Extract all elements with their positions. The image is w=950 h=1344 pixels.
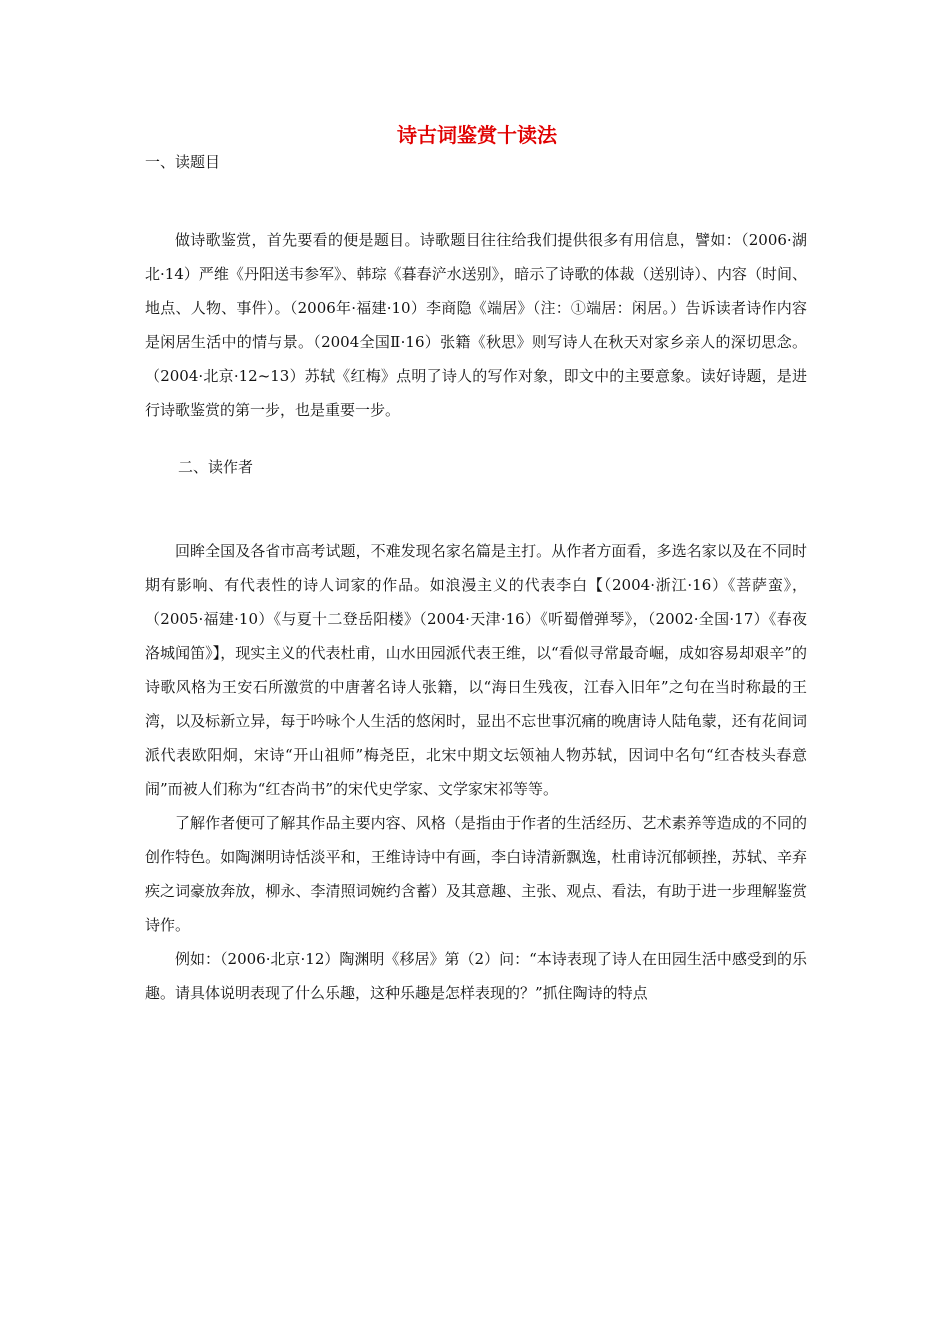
paragraph: 回眸全国及各省市高考试题，不难发现名家名篇是主打。从作者方面看，多选名家以及在不同时期有影响、有代表性的诗人词家的作品。如浪漫主义的代表李白【（2004·浙江·16）《菩萨蛮》，（2005·福建·10）《与夏十二登岳阳楼》（2004·天津·16）《听蜀僧弹琴》，（2002·全国·17）《春夜洛城闻笛》】，现实主义的代表杜甫，山水田园派代表王维，以“看似寻常最奇崛，成如容易却艰辛”的诗歌风格为王安石所激赏的中唐著名诗人张籍，以“海日生残夜，江春入旧年”之句在当时称最的王湾，以及标新立异，每于吟咏个人生活的悠闲时，显出不忘世事沉痛的晚唐诗人陆龟蒙，还有花间词派代表欧阳炯，宋诗“开山祖师”梅尧臣，北宋中期文坛领袖人物苏轼，因词中名句“红杏枝头春意闹”而被人们称为“红杏尚书”的宋代史学家、文学家宋祁等等。 (145, 542, 807, 798)
paragraph: 了解作者便可了解其作品主要内容、风格（是指由于作者的生活经历、艺术素养等造成的不同的创作特色。如陶渊明诗恬淡平和，王维诗诗中有画，李白诗清新飘逸，杜甫诗沉郁顿挫，苏轼、辛弃疾之词豪放奔放，柳永、李清照词婉约含蓄）及其意趣、主张、观点、看法，有助于进一步理解鉴赏诗作。 (145, 814, 807, 934)
section-heading-read-title: 一、读题目 (145, 153, 221, 171)
document-page (145, 120, 807, 1010)
section-heading-read-author: 二、读作者 (178, 458, 254, 476)
paragraph: 做诗歌鉴赏，首先要看的便是题目。诗歌题目往往给我们提供很多有用信息，譬如：（2006·湖北·14）严维《丹阳送韦参军》、韩琮《暮春浐水送别》，暗示了诗歌的体裁（送别诗）、内容（时间、地点、人物、事件）。（2006年·福建·10）李商隐《端居》（注：①端居：闲居。）告诉读者诗作内容是闲居生活中的情与景。（2004全国Ⅱ·16）张籍《秋思》则写诗人在秋天对家乡亲人的深切思念。（2004·北京·12~13）苏轼《红梅》点明了诗人的写作对象，即文中的主要意象。读好诗题，是进行诗歌鉴赏的第一步，也是重要一步。 (145, 231, 807, 419)
document-title: 诗古词鉴赏十读法 (397, 123, 557, 147)
paragraph: 例如：（2006·北京·12）陶渊明《移居》第（2）问：“本诗表现了诗人在田园生活中感受到的乐趣。请具体说明表现了什么乐趣，这种乐趣是怎样表现的？”抓住陶诗的特点 (145, 950, 807, 1002)
